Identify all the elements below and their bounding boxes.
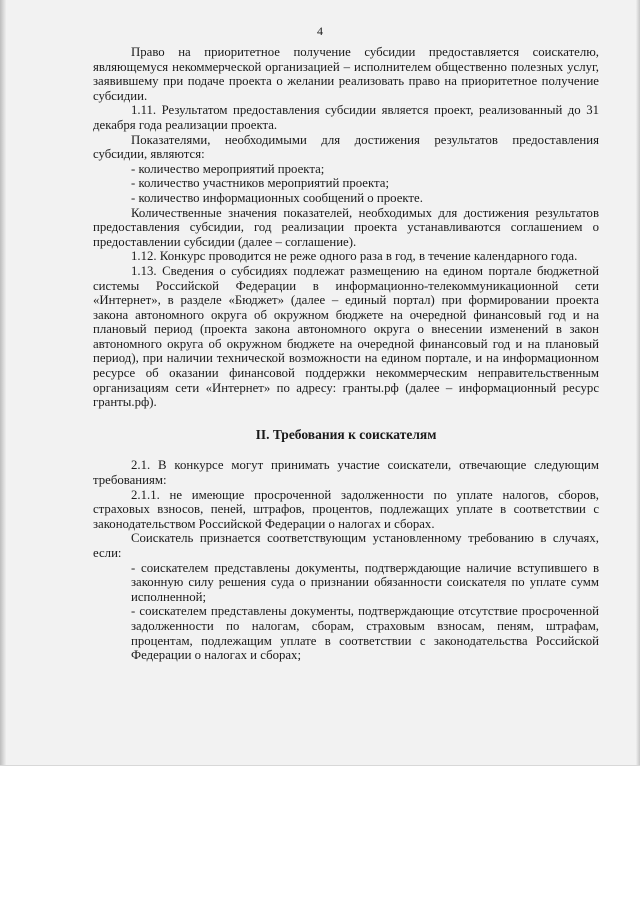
paragraph-2-1: 2.1. В конкурсе могут принимать участие соискатели, отвечающие следующим требованиям:	[93, 458, 599, 488]
paragraph-compliance: Соискатель признается соответствующим установленному требованию в случаях, если:	[93, 531, 599, 560]
scan-shadow-left	[0, 0, 6, 765]
paragraph-1-13: 1.13. Сведения о субсидиях подлежат размещению на едином портале бюджетной системы Российской Федерации в информационно-телекоммуникационной сети «Интернет», в разделе «Бюджет» (далее – единый портал) при формировании проекта закона автономного округа об окружном бюджете на очередной финансовый год и на плановый период (проекта закона автономного округа о внесении изменений в закон автономного округа об окружном бюджете на очередной финансовый год и на плановый период), при наличии технической возможности на едином портале, и на информационном ресурсе об оказании финансовой поддержки некоммерческим неправительственным организациям сети «Интернет» по адресу: гранты.рф (далее – информационный ресурс гранты.рф).	[93, 263, 599, 410]
list-item: - соискателем представлены документы, подтверждающие отсутствие просроченной задолженности по налогам, сборам, страховым взносам, пеням, штрафам, процентам, подлежащим уплате в соответствии с законодательства Российской Федерации о налогах и сборах;	[93, 604, 599, 662]
paragraph-2-1-1: 2.1.1. не имеющие просроченной задолженности по уплате налогов, сборов, страховых взносов, пеней, штрафов, процентов, подлежащих уплате в соответствии с законодательством Российской Федерации о налогах и сборах.	[93, 487, 599, 531]
document-body	[93, 45, 599, 663]
list-item: - соискателем представлены документы, подтверждающие наличие вступившего в законную силу решения суда о признании обязанности соискателя по уплате сумм исполненной;	[93, 561, 599, 605]
scan-shadow-right	[636, 0, 640, 765]
list-item: - количество участников мероприятий проекта;	[93, 176, 599, 191]
paragraph-priority-right: Право на приоритетное получение субсидии предоставляется соискателю, являющемуся некоммерческой организацией – исполнителем общественно полезных услуг, заявившему при подаче проекта о желании реализовать право на приоритетное получение субсидии.	[93, 45, 599, 103]
list-item: - количество информационных сообщений о проекте.	[93, 191, 599, 206]
paragraph-1-12: 1.12. Конкурс проводится не реже одного раза в год, в течение календарного года.	[131, 249, 578, 264]
paragraph-indicators: Показателями, необходимыми для достижения результатов предоставления субсидии, являются:	[93, 132, 599, 162]
paragraph-1-11: 1.11. Результатом предоставления субсидии является проект, реализованный до 31 декабря года реализации проекта.	[93, 103, 599, 132]
list-item: - количество мероприятий проекта;	[93, 162, 599, 177]
section-heading: II. Требования к соискателям	[255, 426, 437, 442]
paragraph-quantitative-values: Количественные значения показателей, необходимых для достижения результатов предоставления субсидии, год реализации проекта устанавливаются соглашением о предоставлении субсидии (далее – соглашение).	[93, 205, 599, 249]
page-number: 4	[317, 24, 323, 38]
